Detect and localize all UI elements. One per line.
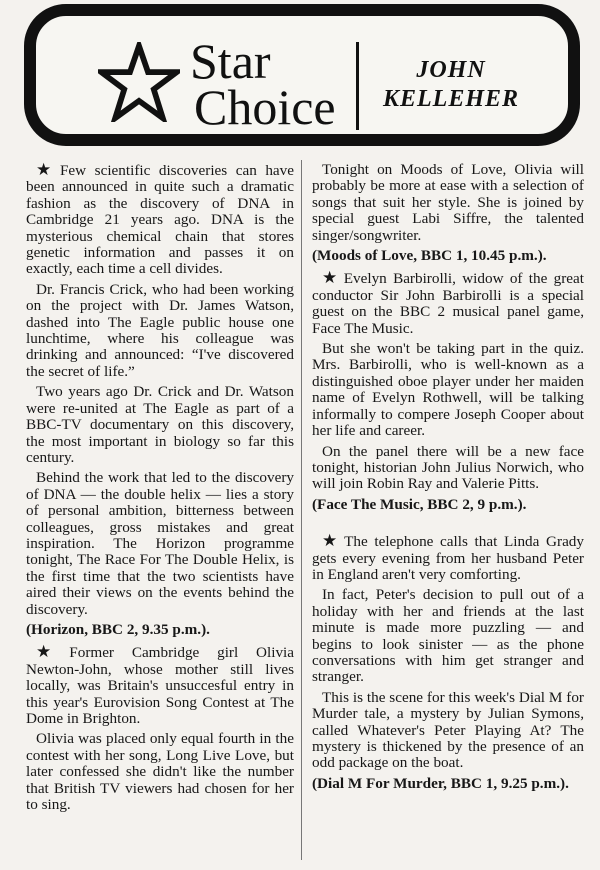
paragraph-dna-horizon: Behind the work that led to the discovery of DNA — the double helix — lies a story of personal ambition, bitterness between colleagues, gross mistakes and great inspiration. The Horizon programme tonight, The Race For The Double Helix, is the first time that the two scientists have aired their views on the events behind the discovery. [26, 469, 294, 618]
paragraph-barbirolli-panel: On the panel there will be a new face tonight, historian John Julius Norwich, who will join Robin Ray and Valerie Pitts. [312, 442, 584, 493]
author-first-name: JOHN [416, 57, 486, 83]
programme-credit-moods: (Moods of Love, BBC 1, 10.45 p.m.). [312, 247, 547, 265]
star-bullet-icon: ★ [322, 531, 341, 551]
title-line-choice: Choice [194, 79, 336, 135]
paragraph-olivia-intro: ★ Former Cambridge girl Olivia Newton-John, whose mother still lives locally, was Britain's unsuccesful entry in this year's Eurovision Song Contest at The Dome in Brighton. [26, 642, 294, 727]
paragraph-dna-intro: ★ Few scientific discoveries can have been announced in quite such a dramatic fashion as the discovery of DNA in Cambridge 21 years ago. DNA is the mysterious chemical chain that stores genetic information and passes it on exactly, each time a cell divides. [26, 160, 294, 278]
programme-credit-horizon: (Horizon, BBC 2, 9.35 p.m.). [26, 620, 210, 638]
programme-credit-dial-m: (Dial M For Murder, BBC 1, 9.25 p.m.). [312, 774, 569, 792]
header-banner [24, 4, 580, 146]
right-column [312, 162, 584, 798]
star-bullet-icon: ★ [36, 160, 56, 179]
paragraph-barbirolli-quiz: But she won't be taking part in the quiz. Mrs. Barbirolli, who is well-known as a distinguished oboe player under her maiden name of Evelyn Rothwell, will be talking informally to compere Joseph Cooper about her life and career. [312, 340, 584, 440]
paragraph-olivia-eurovision: Olivia was placed only equal fourth in the contest with her song, Long Live Love, but later confessed she didn't like the number that British TV viewers had chosen for her to sing. [26, 730, 294, 814]
star-bullet-icon: ★ [36, 642, 66, 662]
paragraph-barbirolli-intro: ★ Evelyn Barbirolli, widow of the great conductor Sir John Barbirolli is a special guest on the BBC 2 musical panel game, Face The Music. [312, 268, 584, 337]
star-bullet-icon: ★ [322, 268, 340, 288]
left-column [26, 162, 294, 817]
paragraph-dialm-holiday: In fact, Peter's decision to pull out of a holiday with her and friends at the last minute is made more puzzling — and begins to look sinister — as the phone conversations with him get stranger and stranger. [312, 586, 584, 686]
programme-credit-face-the-music: (Face The Music, BBC 2, 9 p.m.). [312, 495, 527, 513]
paragraph-dna-reunion: Two years ago Dr. Crick and Dr. Watson were re-united at The Eagle as part of a BBC-TV documentary on this discovery, the most important in biology so far this century. [26, 383, 294, 466]
author-byline [376, 56, 526, 114]
title-line-star: Star [190, 33, 271, 89]
paragraph-olivia-moods: Tonight on Moods of Love, Olivia will probably be more at ease with a selection of songs that suit her style. She is joined by special guest Labi Siffre, the talented singer/songwriter. [312, 161, 584, 244]
paragraph-dialm-intro: ★ The telephone calls that Linda Grady gets every evening from her husband Peter in England aren't very comforting. [312, 531, 584, 583]
author-last-name: KELLEHER [382, 86, 520, 112]
column-divider [301, 160, 302, 860]
star-outline-icon [98, 42, 180, 122]
column-title [190, 33, 336, 135]
header-divider [356, 42, 359, 130]
paragraph-dialm-scene: This is the scene for this week's Dial M for Murder tale, a mystery by Julian Symons, called Whatever's Peter Playing At? The mystery is thickened by the presence of an odd package on the boat. [312, 688, 584, 772]
paragraph-dna-crick: Dr. Francis Crick, who had been working on the project with Dr. James Watson, dashed into The Eagle public house one lunchtime, where his colleague was drinking and announced: “I've discovered the secret of life.” [26, 280, 294, 380]
